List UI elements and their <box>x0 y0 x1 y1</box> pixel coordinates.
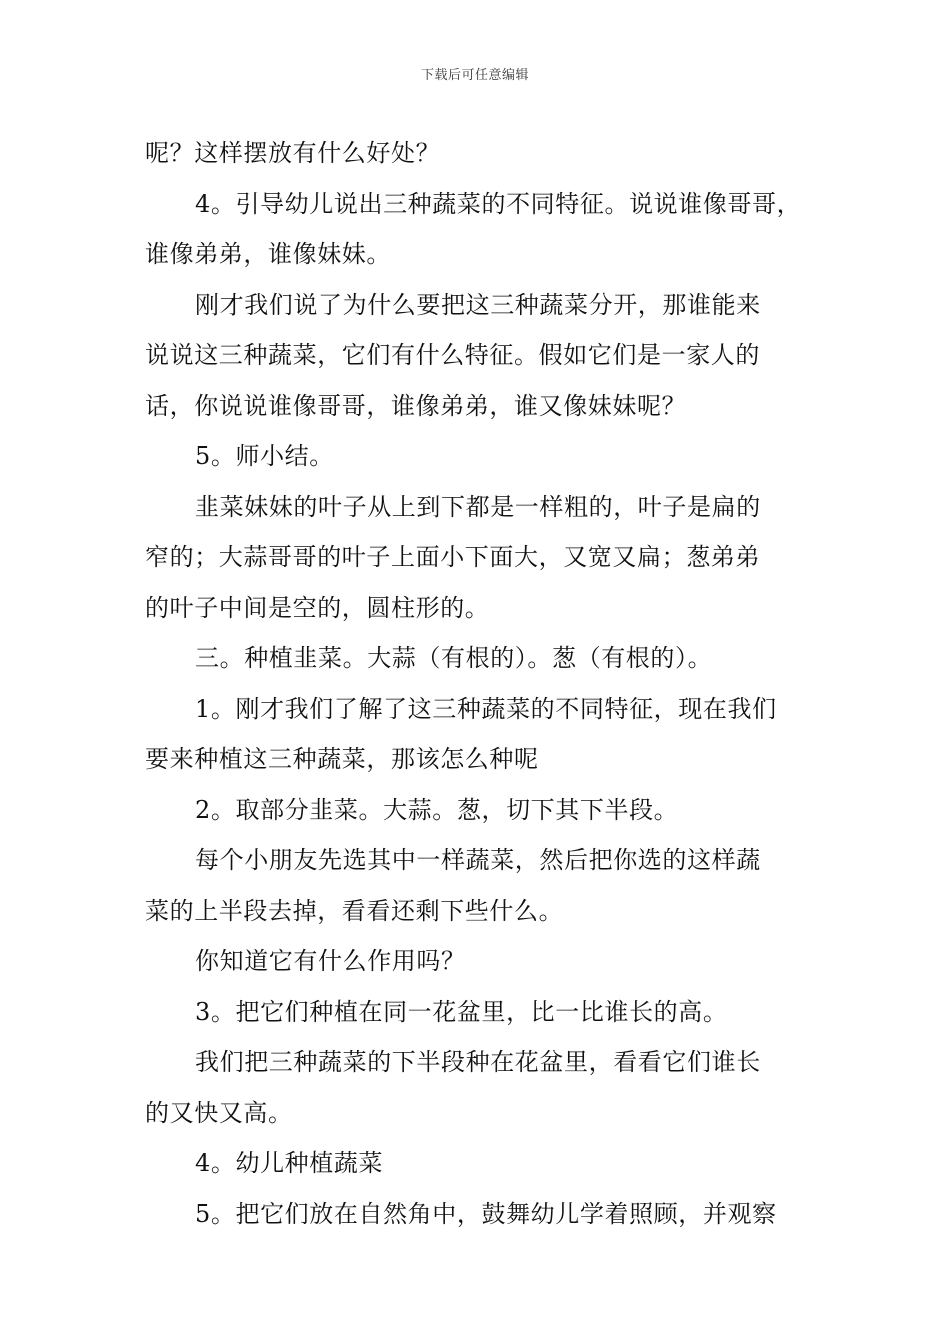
text-line-14: 2。取部分韭菜。大蒜。葱，切下其下半段。 <box>195 795 679 824</box>
text-line-3: 谁像弟弟，谁像妹妹。 <box>145 240 391 268</box>
text-line-19: 我们把三种蔬菜的下半段种在花盆里，看看它们谁长 <box>195 1048 761 1076</box>
text-line-13: 要来种植这三种蔬菜，那该怎么种呢 <box>145 745 539 773</box>
text-line-1: 呢？这样摆放有什么好处？ <box>145 139 441 167</box>
text-line-4: 刚才我们说了为什么要把这三种蔬菜分开，那谁能来 <box>195 290 761 319</box>
text-line-21: 4。幼儿种植蔬菜 <box>195 1149 384 1177</box>
text-line-7: 5。师小结。 <box>195 442 334 470</box>
page-header: 下载后可任意编辑 <box>420 68 529 83</box>
text-line-22: 5。把它们放在自然角中，鼓舞幼儿学着照顾，并观察 <box>195 1199 777 1228</box>
text-line-9: 窄的；大蒜哥哥的叶子上面小下面大，又宽又扁；葱弟弟 <box>145 543 760 571</box>
text-line-2: 4。引导幼儿说出三种蔬菜的不同特征。说说谁像哥哥， <box>195 189 802 218</box>
text-line-10: 的叶子中间是空的，圆柱形的。 <box>145 593 490 622</box>
text-line-20: 的又快又高。 <box>145 1098 293 1127</box>
text-line-6: 话，你说说谁像哥哥，谁像弟弟，谁又像妹妹呢？ <box>145 391 687 420</box>
text-line-5: 说说这三种蔬菜，它们有什么特征。假如它们是一家人的 <box>145 341 760 369</box>
text-line-8: 韭菜妹妹的叶子从上到下都是一样粗的，叶子是扁的 <box>195 492 761 521</box>
document-body <box>145 128 813 1239</box>
text-line-12: 1。刚才我们了解了这三种蔬菜的不同特征，现在我们 <box>195 694 777 723</box>
text-line-16: 菜的上半段去掉，看看还剩下些什么。 <box>145 896 564 925</box>
text-line-18: 3。把它们种植在同一花盆里，比一比谁长的高。 <box>195 997 728 1026</box>
text-line-17: 你知道它有什么作用吗？ <box>195 947 466 975</box>
text-line-15: 每个小朋友先选其中一样蔬菜，然后把你选的这样蔬 <box>195 846 761 874</box>
text-line-11: 三。种植韭菜。大蒜（有根的）。葱（有根的）。 <box>195 644 713 672</box>
